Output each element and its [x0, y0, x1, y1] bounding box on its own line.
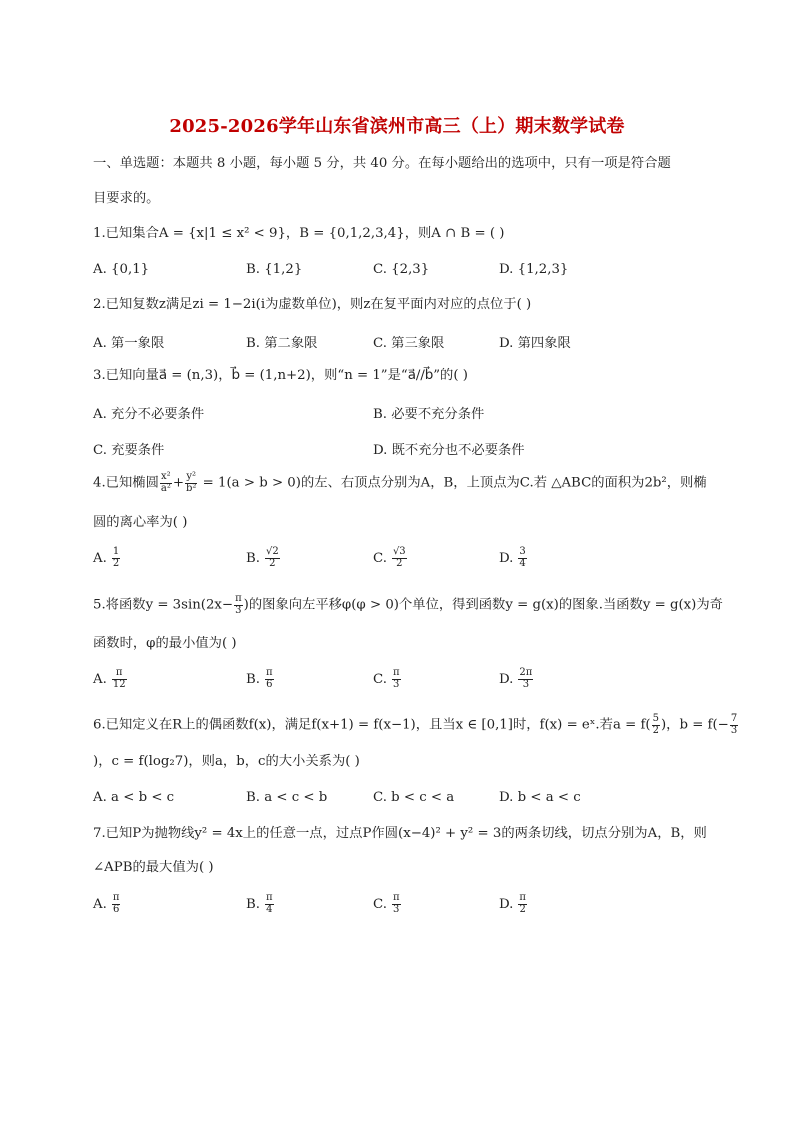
- q5-option-b: [246, 668, 275, 690]
- q4-x-den: a²: [160, 482, 171, 494]
- q5-option-c-label: C.: [373, 671, 387, 687]
- q6-option-c: C. b < c < a: [373, 790, 455, 805]
- q7-option-c-label: C.: [373, 896, 387, 912]
- q7-option-c-num: π: [392, 892, 400, 903]
- q7-option-b-label: B.: [246, 896, 260, 912]
- q6-option-a: A. a < b < c: [93, 790, 175, 805]
- q4-y-den: b²: [186, 482, 197, 494]
- q4-option-c-den: 2: [396, 557, 403, 569]
- q5-option-b-fraction: [265, 668, 274, 690]
- q2-option-c: C. 第三象限: [373, 336, 445, 351]
- q7-option-d-label: D.: [499, 896, 514, 912]
- q7-option-a-num: π: [112, 892, 120, 903]
- q7-option-c-den: 3: [393, 903, 400, 915]
- q4-option-d-label: D.: [499, 550, 514, 566]
- q4-stem-part-a: 4.已知椭圆: [93, 475, 159, 491]
- q4-option-b-num: √2: [266, 546, 279, 557]
- q4-x-num: x²: [161, 471, 171, 482]
- q5-option-a: [93, 668, 128, 690]
- question-2-stem: 2.已知复数z满足zi = 1−2i(i为虚数单位)，则z在复平面内对应的点位于( ): [93, 297, 532, 312]
- q7-option-a-label: A.: [93, 896, 107, 912]
- q4-option-c-label: C.: [373, 550, 387, 566]
- q2-option-d: D. 第四象限: [499, 336, 571, 351]
- q5-option-c: [373, 668, 402, 690]
- q7-option-c-fraction: [392, 893, 401, 915]
- q4-option-a-den: 2: [112, 557, 120, 569]
- q3-option-b: B. 必要不充分条件: [373, 407, 485, 422]
- q6-a-num: 5: [652, 713, 659, 724]
- q4-option-b-fraction: [265, 547, 280, 569]
- q5-option-a-num: π: [112, 668, 127, 680]
- q4-y-fraction: [185, 472, 197, 494]
- q7-option-b-den: 4: [266, 903, 273, 915]
- q7-option-b: [246, 893, 275, 915]
- q4-option-c: [373, 547, 408, 569]
- q7-option-c: [373, 893, 402, 915]
- q5-option-c-den: 3: [393, 678, 400, 690]
- question-5-stem-line2: 函数时，φ的最小值为( ): [93, 636, 237, 651]
- q4-option-b-den: 2: [269, 557, 276, 569]
- q1-option-d: D. {1,2,3}: [499, 262, 569, 277]
- section-instructions-line2: 目要求的。: [93, 191, 160, 206]
- q6-option-d: D. b < a < c: [499, 790, 581, 805]
- q5-option-b-den: 6: [266, 678, 273, 690]
- q4-option-b: [246, 547, 281, 569]
- q3-option-a: A. 充分不必要条件: [93, 407, 205, 422]
- q6-stem-part-b: )，b = f(−: [660, 717, 729, 733]
- q5-option-b-label: B.: [246, 671, 260, 687]
- q4-option-a-num: 1: [112, 546, 120, 557]
- q5-option-a-label: A.: [93, 671, 107, 687]
- q4-option-c-fraction: [392, 547, 407, 569]
- q4-option-a-fraction: [112, 547, 120, 569]
- section-instructions-line1: 一、单选题：本题共 8 小题，每小题 5 分，共 40 分。在每小题给出的选项中，只有一项是符合题: [93, 156, 671, 171]
- q3-option-c: C. 充要条件: [93, 443, 165, 458]
- q4-option-d: [499, 547, 528, 569]
- question-6-stem-line2: )，c = f(log₂7)，则a，b，c的大小关系为( ): [93, 754, 360, 769]
- q6-b-num: 7: [730, 713, 738, 724]
- q4-y-num: y²: [186, 471, 197, 482]
- question-7-stem-line1: 7.已知P为抛物线y² = 4x上的任意一点，过点P作圆(x−4)² + y² = 3的两条切线，切点分别为A，B，则: [93, 826, 707, 841]
- q5-pi-fraction: [234, 594, 243, 616]
- question-1-stem: 1.已知集合A = {x|1 ≤ x² < 9}，B = {0,1,2,3,4}，则A ∩ B = ( ): [93, 226, 505, 241]
- q7-option-a: [93, 893, 121, 915]
- q7-option-d-fraction: [518, 893, 527, 915]
- q7-option-b-num: π: [266, 892, 273, 903]
- question-3-stem: 3.已知向量a⃗ = (n,3)，b⃗ = (1,n+2)，则“n = 1”是“a⃗//b⃗”的( ): [93, 368, 468, 383]
- q6-stem-part-a: 6.已知定义在R上的偶函数f(x)，满足f(x+1) = f(x−1)，且当x ∈ [0,1]时，f(x) = eˣ.若a = f(: [93, 717, 651, 733]
- question-5-stem-line1: [93, 594, 723, 616]
- page-title: 2025-2026学年山东省滨州市高三（上）期末数学试卷: [169, 116, 625, 137]
- q4-option-b-label: B.: [246, 550, 260, 566]
- q1-option-c: C. {2,3}: [373, 262, 430, 277]
- q5-option-a-fraction: [112, 668, 127, 690]
- q7-option-d-den: 2: [519, 903, 526, 915]
- q7-option-a-fraction: [112, 893, 121, 915]
- q4-option-a-label: A.: [93, 550, 107, 566]
- q4-stem-part-b: = 1(a > b > 0)的左、右顶点分别为A，B，上顶点为C.若 △ABC的面积为2b²，则椭: [198, 475, 707, 491]
- question-4-stem-line1: 4.已知椭圆 $\frac{\text{x²}}{\text{a²}}$ + $\frac{\text{y²}}{\text{b²}}$ = 1(a > b > 0)的左、右顶点分别为A，B，上顶点为C.若 △ABC的面积为2b²，则椭: [93, 471, 707, 494]
- q6-a-fraction: [652, 714, 660, 736]
- q5-option-c-num: π: [392, 667, 400, 678]
- q5-pi-num: π: [235, 593, 242, 604]
- q7-option-d: [499, 893, 528, 915]
- q1-option-a: A. {0,1}: [93, 262, 150, 277]
- q2-option-a: A. 第一象限: [93, 336, 165, 351]
- question-6-stem-line1: [93, 714, 739, 736]
- q5-option-c-fraction: [392, 668, 401, 690]
- q5-pi-den: 3: [235, 604, 242, 616]
- q6-a-den: 2: [652, 724, 659, 736]
- q4-option-a: [93, 547, 121, 569]
- q6-option-b: B. a < c < b: [246, 790, 328, 805]
- question-7-stem-line2: ∠APB的最大值为( ): [93, 860, 214, 875]
- q5-option-d-den: 3: [522, 678, 530, 690]
- q3-option-d: D. 既不充分也不必要条件: [373, 443, 525, 458]
- q5-option-d-fraction: [518, 668, 533, 690]
- q2-option-b: B. 第二象限: [246, 336, 318, 351]
- q5-option-b-num: π: [266, 667, 273, 678]
- q4-option-d-den: 4: [519, 557, 526, 569]
- q5-option-a-den: 12: [112, 678, 126, 690]
- q5-option-d: [499, 668, 534, 690]
- q7-option-b-fraction: [265, 893, 274, 915]
- q4-option-d-num: 3: [519, 546, 526, 557]
- q5-stem-part-b: )的图象向左平移φ(φ > 0)个单位，得到函数y = g(x)的图象.当函数y = g(x)为奇: [243, 597, 723, 613]
- q5-option-d-label: D.: [499, 671, 514, 687]
- q6-b-fraction: [730, 714, 738, 736]
- q5-option-d-num: 2π: [519, 667, 533, 678]
- q6-b-den: 3: [730, 724, 738, 736]
- q7-option-d-num: π: [519, 892, 526, 903]
- q5-stem-part-a: 5.将函数y = 3sin(2x−: [93, 597, 234, 613]
- q7-option-a-den: 6: [112, 903, 120, 915]
- q4-option-c-num: √3: [392, 546, 406, 557]
- q4-x-fraction: [160, 472, 172, 494]
- q1-option-b: B. {1,2}: [246, 262, 303, 277]
- question-4-stem-line2: 圆的离心率为( ): [93, 515, 188, 530]
- q4-option-d-fraction: [518, 547, 526, 569]
